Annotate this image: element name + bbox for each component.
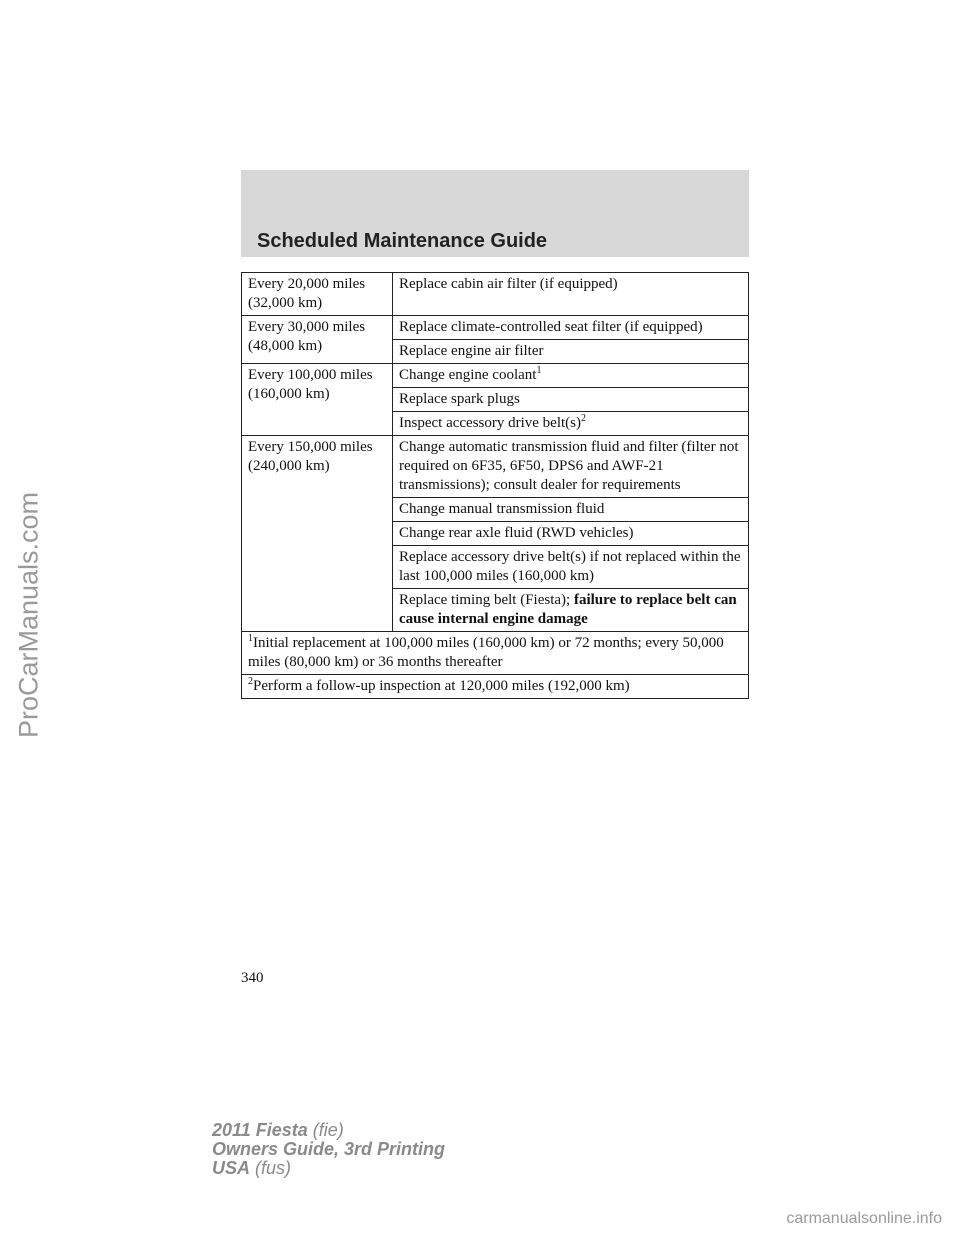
footer	[212, 1121, 445, 1178]
task-cell: Replace accessory drive belt(s) if not replaced within the last 100,000 miles (160,000 km)	[393, 546, 749, 589]
footer-region-code: (fus)	[255, 1158, 292, 1178]
task-cell: Replace cabin air filter (if equipped)	[393, 273, 749, 316]
footer-line-region	[212, 1159, 445, 1178]
footnote-row	[242, 675, 749, 699]
footer-region: USA	[212, 1158, 251, 1178]
table-row	[242, 364, 749, 388]
task-cell	[393, 589, 749, 632]
footer-line-guide	[212, 1140, 445, 1159]
warning-text: failure to replace belt can cause internal engine damage	[399, 592, 737, 627]
interval-cell: Every 30,000 miles (48,000 km)	[242, 316, 393, 364]
interval-cell: Every 150,000 miles (240,000 km)	[242, 436, 393, 632]
task-cell: Replace climate-controlled seat filter (if equipped)	[393, 316, 749, 340]
task-cell: Change automatic transmission fluid and filter (filter not required on 6F35, 6F50, DPS6 and AWF-21 transmissions); consult dealer for requirements	[393, 436, 749, 498]
task-cell: Replace engine air filter	[393, 340, 749, 364]
task-cell: Replace spark plugs	[393, 388, 749, 412]
page-number: 340	[241, 970, 264, 986]
task-text: Change engine coolant	[399, 367, 537, 383]
task-cell	[393, 364, 749, 388]
side-watermark	[10, 380, 48, 850]
interval-cell: Every 100,000 miles (160,000 km)	[242, 364, 393, 436]
footnote	[242, 632, 749, 675]
footnote-mark: 2	[248, 676, 253, 687]
footer-model-code: (fie)	[312, 1120, 344, 1140]
footnote-text: Perform a follow-up inspection at 120,000 miles (192,000 km)	[253, 678, 630, 694]
side-watermark-text: ProCarManuals.com	[13, 491, 44, 739]
table-row	[242, 273, 749, 316]
bottom-watermark: carmanualsonline.info	[786, 1210, 942, 1227]
footnote	[242, 675, 749, 699]
header-band	[241, 170, 749, 257]
maintenance-table	[241, 272, 749, 699]
footer-guide: Owners Guide, 3rd Printing	[212, 1139, 446, 1159]
footer-line-model	[212, 1121, 445, 1140]
task-text: Inspect accessory drive belt(s)	[399, 415, 582, 431]
footnote-text: Initial replacement at 100,000 miles (160,000 km) or 72 months; every 50,000 miles (80,000 km) or 36 months thereafter	[248, 635, 724, 670]
task-cell: Change rear axle fluid (RWD vehicles)	[393, 522, 749, 546]
footnote-ref: 1	[536, 365, 542, 376]
table-row	[242, 316, 749, 340]
footer-model: 2011 Fiesta	[212, 1120, 308, 1140]
task-cell	[393, 412, 749, 436]
task-text: Replace timing belt (Fiesta);	[399, 592, 574, 608]
table-row	[242, 436, 749, 498]
task-cell: Change manual transmission fluid	[393, 498, 749, 522]
footnote-ref: 2	[581, 413, 587, 424]
interval-cell: Every 20,000 miles (32,000 km)	[242, 273, 393, 316]
footnote-mark: 1	[248, 633, 253, 644]
section-title: Scheduled Maintenance Guide	[257, 230, 548, 252]
footnote-row	[242, 632, 749, 675]
